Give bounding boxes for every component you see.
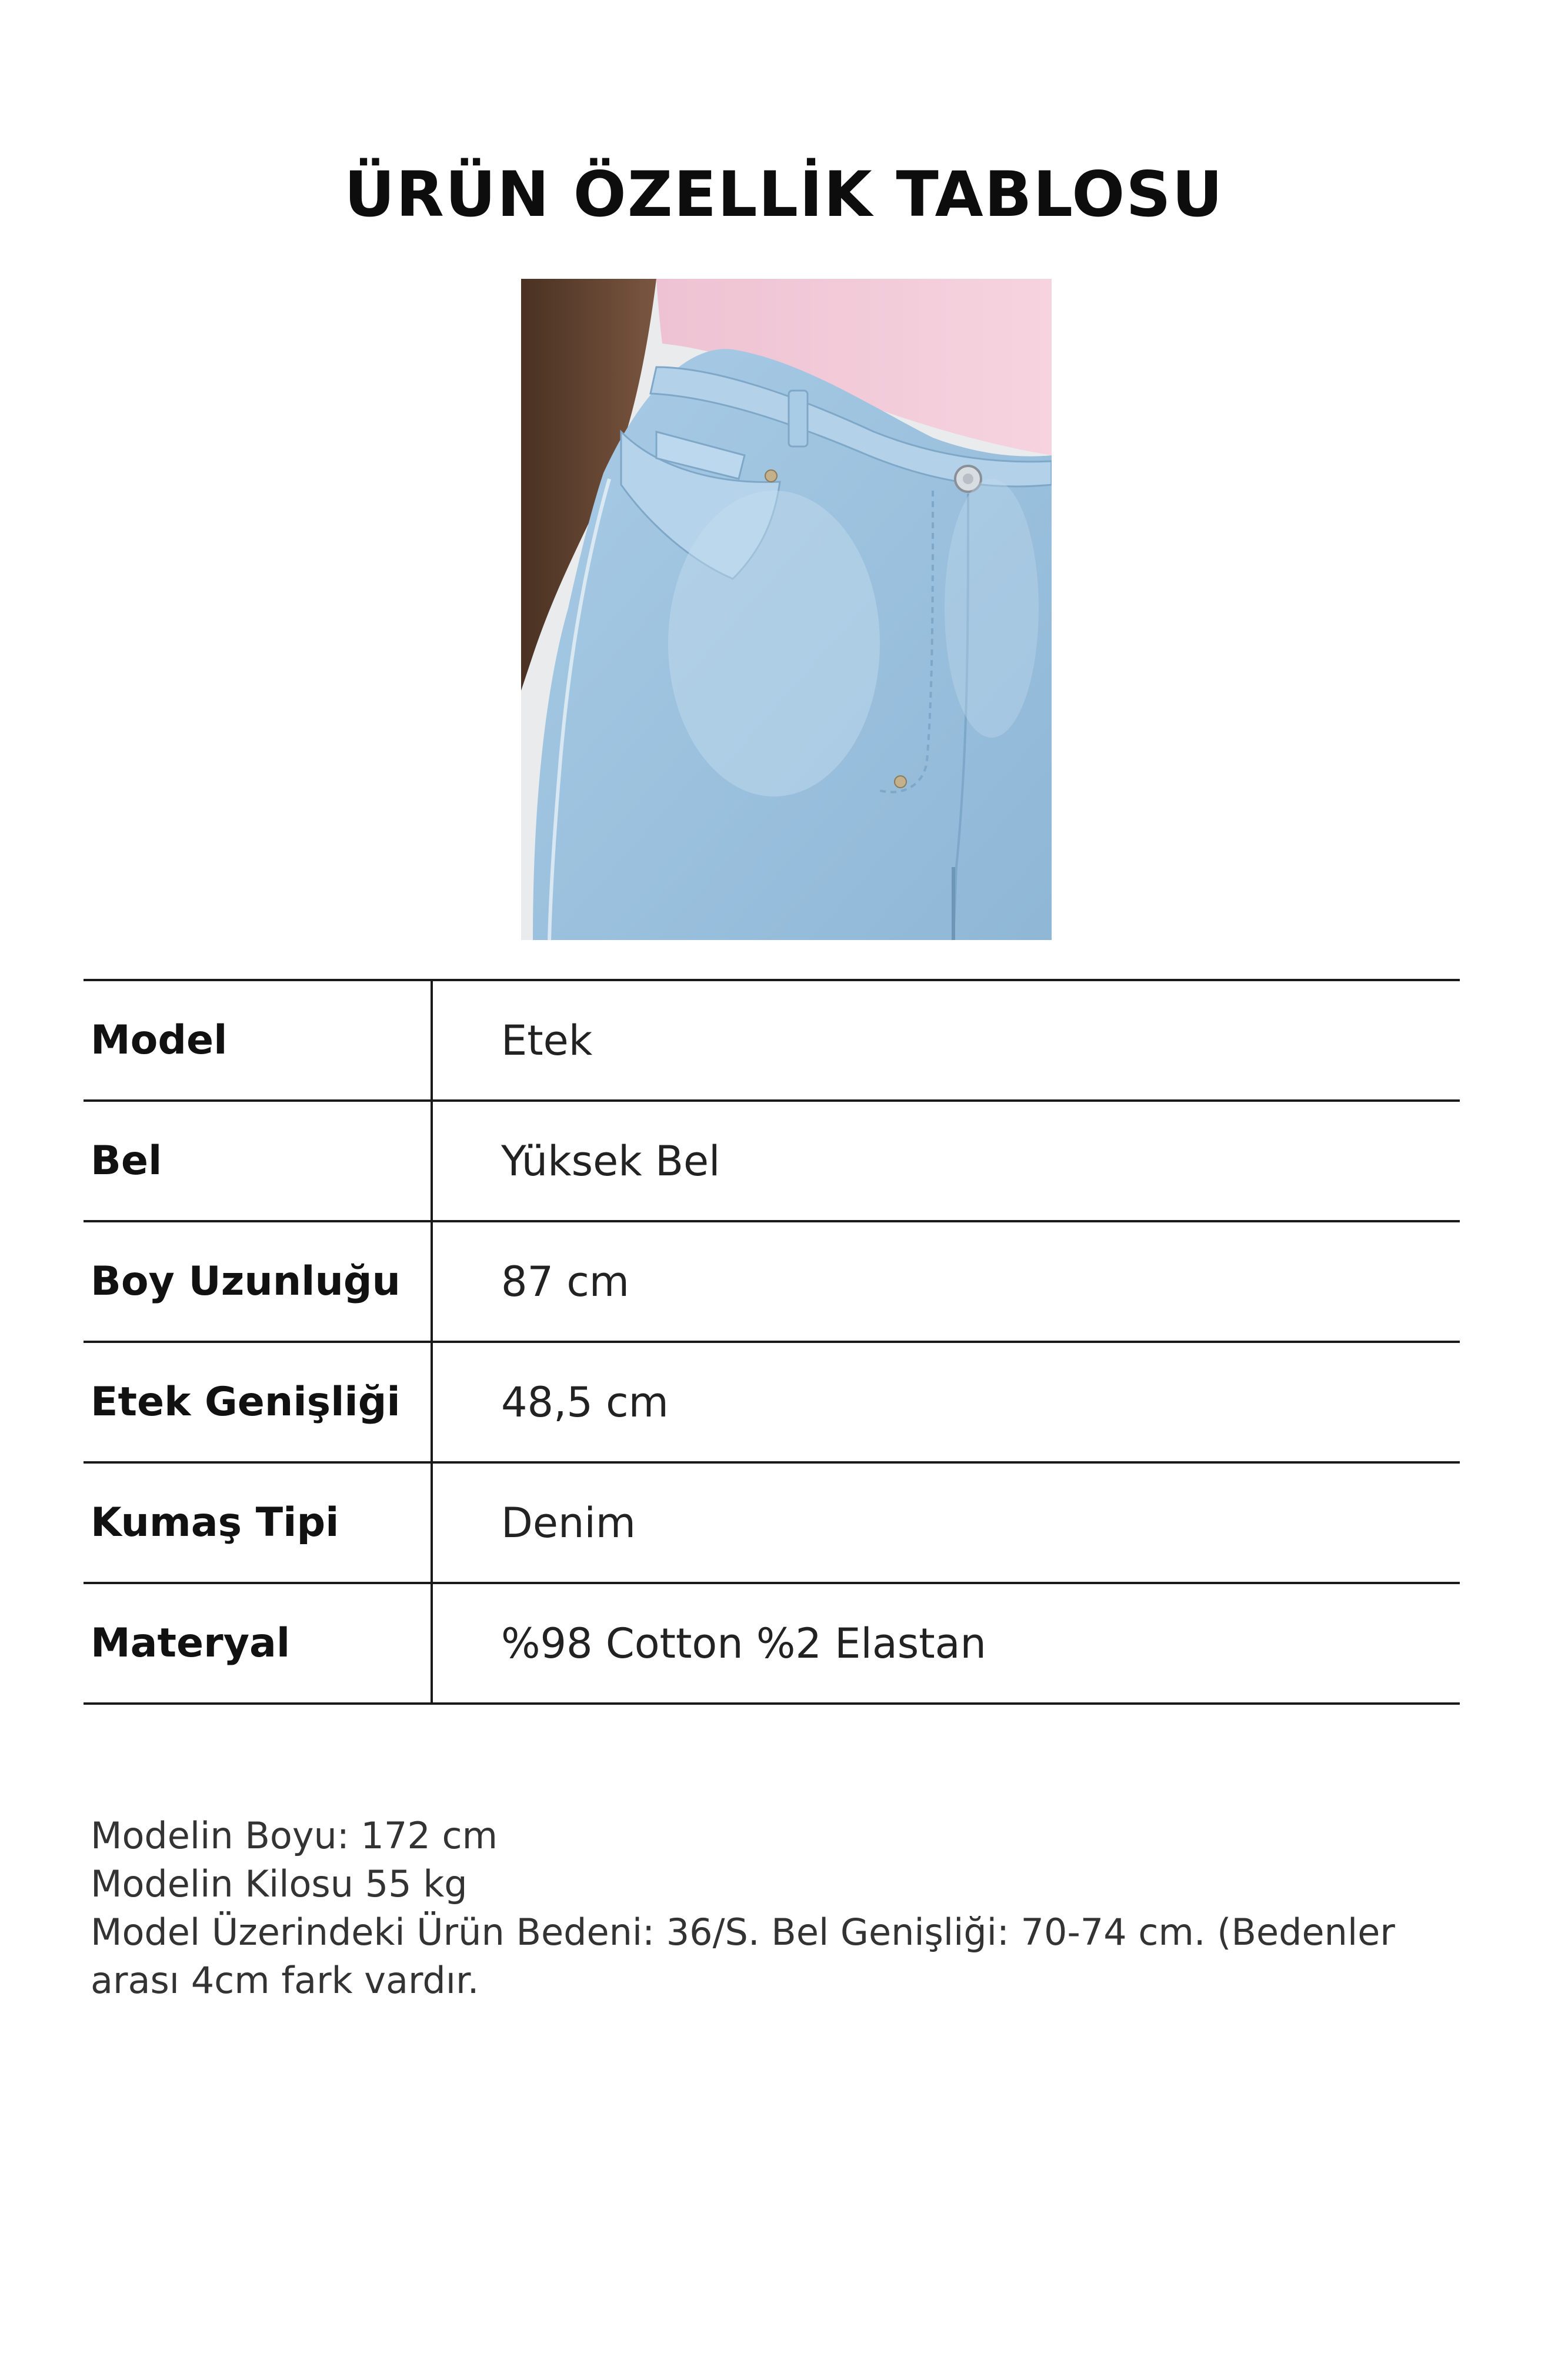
column-divider: [431, 1584, 433, 1702]
table-row: [84, 1341, 1460, 1461]
spec-value: 48,5 cm: [501, 1378, 669, 1427]
table-row: [84, 1461, 1460, 1582]
note-line: Modelin Kilosu 55 kg: [91, 1862, 468, 1905]
model-notes: [91, 1812, 1479, 2005]
denim-skirt-illustration: [521, 279, 1052, 940]
spec-label: Bel: [91, 1138, 162, 1184]
note-line: Model Üzerindeki Ürün Bedeni: 36/S. Bel Genişliği: 70-74 cm. (Bedenler: [91, 1911, 1395, 1954]
spec-value: Yüksek Bel: [501, 1136, 720, 1185]
spec-label: Etek Genişliği: [91, 1379, 401, 1425]
note-line: Modelin Boyu: 172 cm: [91, 1814, 498, 1857]
spec-value: Denim: [501, 1498, 636, 1547]
spec-value: Etek: [501, 1016, 593, 1065]
spec-value: 87 cm: [501, 1257, 629, 1306]
column-divider: [431, 1102, 433, 1220]
spec-table: [84, 979, 1460, 1705]
table-row: [84, 1220, 1460, 1341]
spec-value: %98 Cotton %2 Elastan: [501, 1619, 986, 1668]
table-row: [84, 979, 1460, 1099]
column-divider: [431, 981, 433, 1099]
spec-label: Materyal: [91, 1620, 291, 1667]
spec-label: Boy Uzunluğu: [91, 1258, 401, 1305]
spec-label: Kumaş Tipi: [91, 1499, 339, 1546]
table-row: [84, 1582, 1460, 1705]
spec-label: Model: [91, 1017, 228, 1064]
table-row: [84, 1099, 1460, 1220]
column-divider: [431, 1222, 433, 1341]
page-title: ÜRÜN ÖZELLİK TABLOSU: [344, 158, 1224, 231]
note-line: arası 4cm fark vardır.: [91, 1959, 479, 2002]
product-photo: [521, 279, 1052, 940]
column-divider: [431, 1464, 433, 1582]
column-divider: [431, 1343, 433, 1461]
